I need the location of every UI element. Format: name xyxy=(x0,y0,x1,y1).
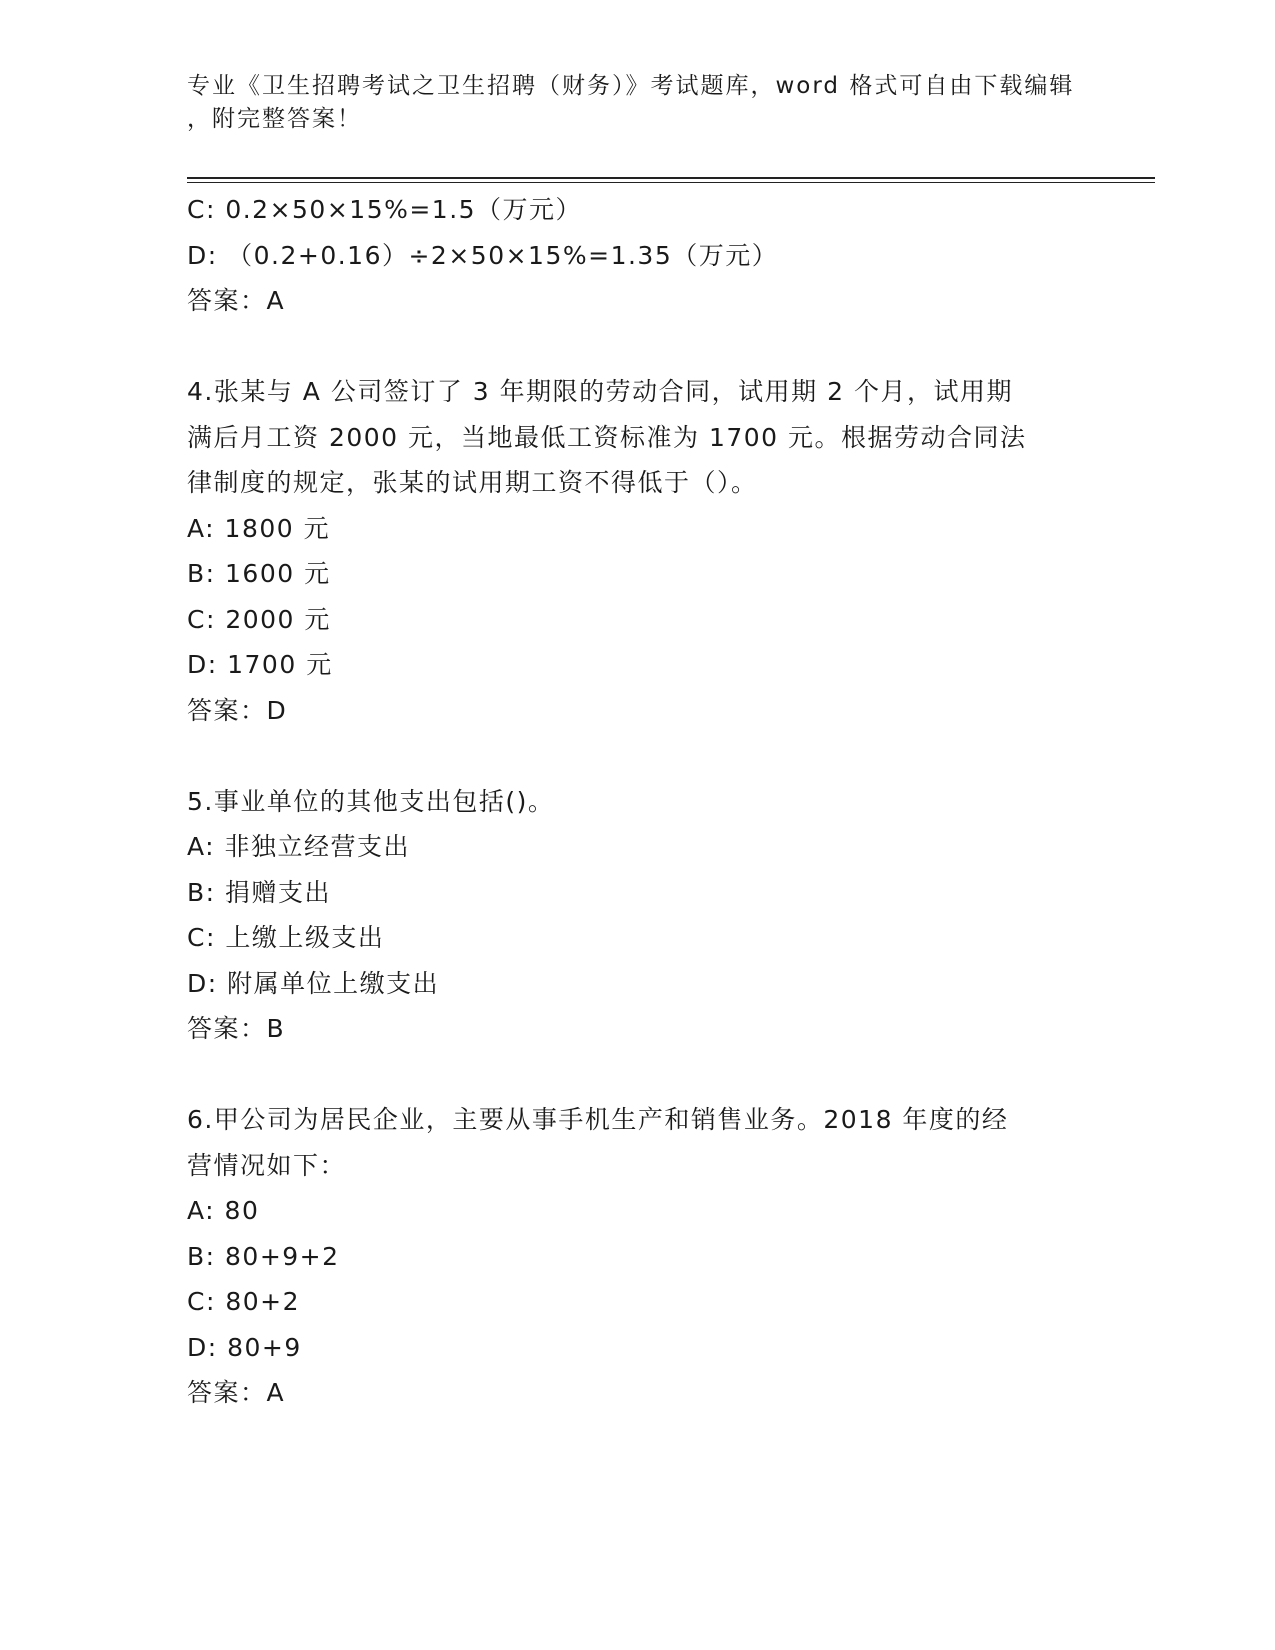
question-stem-line: 律制度的规定，张某的试用期工资不得低于（）。 xyxy=(187,468,758,497)
answer-line: 答案：B xyxy=(187,1014,286,1043)
option-c: C: 上缴上级支出 xyxy=(187,923,385,952)
option-c: C: 2000 元 xyxy=(187,604,331,634)
prev-question-tail xyxy=(187,187,1067,324)
question-stem-line: 满后月工资 2000 元，当地最低工资标准为 1700 元。根据劳动合同法 xyxy=(187,422,1027,452)
question-6 xyxy=(187,1097,1067,1416)
header-divider-thick xyxy=(187,177,1155,179)
question-gap xyxy=(187,324,1067,370)
option-d: D: （0.2+0.16）÷2×50×15%=1.35（万元） xyxy=(187,240,779,270)
header-line-1: 专业《卫生招聘考试之卫生招聘（财务）》考试题库，word 格式可自由下载编辑 xyxy=(187,73,1075,99)
option-a: A: 非独立经营支出 xyxy=(187,832,411,861)
option-b: B: 1600 元 xyxy=(187,559,331,588)
question-stem-line: 5.事业单位的其他支出包括()。 xyxy=(187,786,555,816)
question-gap xyxy=(187,1052,1067,1098)
header-line-2: ，附完整答案！ xyxy=(187,106,362,132)
header-divider-thin xyxy=(187,182,1155,183)
option-c: C: 0.2×50×15%=1.5（万元） xyxy=(187,195,583,224)
option-b: B: 80+9+2 xyxy=(187,1241,340,1271)
answer-line: 答案：D xyxy=(187,695,288,725)
question-list xyxy=(187,187,1067,1416)
option-d: D: 附属单位上缴支出 xyxy=(187,968,440,998)
question-stem-line: 营情况如下： xyxy=(187,1150,347,1180)
option-a: A: 1800 元 xyxy=(187,513,331,543)
option-b: B: 捐赠支出 xyxy=(187,877,332,907)
question-5 xyxy=(187,779,1067,1052)
option-d: D: 80+9 xyxy=(187,1332,302,1362)
question-stem-line: 6.甲公司为居民企业，主要从事手机生产和销售业务。2018 年度的经 xyxy=(187,1105,1009,1134)
question-stem-line: 4.张某与 A 公司签订了 3 年期限的劳动合同，试用期 2 个月，试用期 xyxy=(187,377,1013,406)
question-4 xyxy=(187,369,1067,733)
option-c: C: 80+2 xyxy=(187,1287,300,1316)
page-header xyxy=(187,70,1075,136)
option-d: D: 1700 元 xyxy=(187,650,333,679)
answer-line: 答案：A xyxy=(187,286,286,315)
question-gap xyxy=(187,733,1067,779)
option-a: A: 80 xyxy=(187,1196,260,1225)
answer-line: 答案：A xyxy=(187,1378,286,1407)
